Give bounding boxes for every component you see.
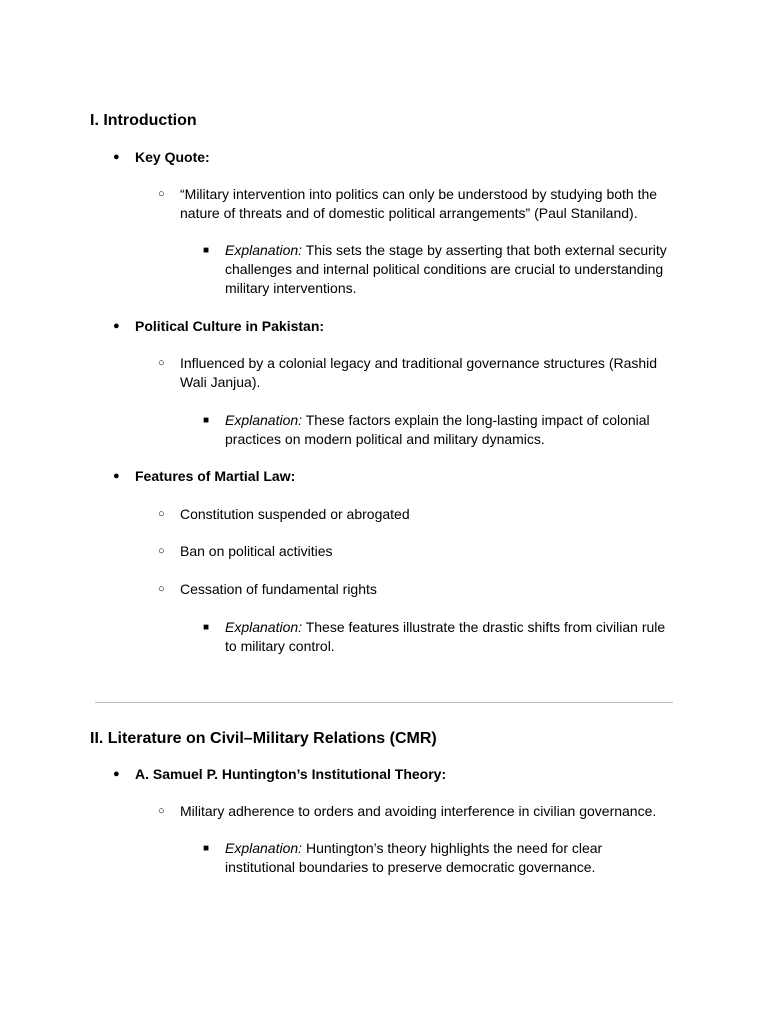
circle-bullet-icon: ○ — [158, 583, 165, 595]
horizontal-divider — [95, 702, 673, 703]
list-item-feature — [158, 542, 670, 561]
feature-text: Cessation of fundamental rights — [180, 581, 377, 597]
list-item-explanation — [203, 411, 675, 449]
point-text: Influenced by a colonial legacy and traditional governance structures (Rashid Wali Janjua). — [180, 355, 658, 390]
list-item-feature — [158, 580, 670, 599]
quote-text: “Military intervention into politics can only be understood by studying both the nature of threats and of domestic political arrangements” (Paul Staniland). — [180, 186, 658, 221]
square-bullet-icon: ■ — [203, 622, 210, 633]
list-item-explanation — [203, 241, 675, 298]
list-item-political-culture — [113, 317, 325, 336]
circle-bullet-icon: ○ — [158, 805, 165, 817]
bullet-icon: ● — [113, 470, 120, 482]
feature-text: Ban on political activities — [180, 543, 333, 559]
circle-bullet-icon: ○ — [158, 188, 165, 200]
section-heading-literature: II. Literature on Civil–Military Relations (CMR) — [90, 730, 437, 747]
list-item-quote — [158, 185, 670, 223]
list-item-colonial-legacy — [158, 354, 670, 392]
list-item-explanation — [203, 839, 675, 877]
bullet-icon: ● — [113, 768, 120, 780]
explanation-text: Huntington’s theory highlights the need for clear institutional boundaries to preserve democratic governance. — [225, 840, 603, 875]
square-bullet-icon: ■ — [203, 843, 210, 854]
section-heading-introduction: I. Introduction — [90, 112, 197, 129]
explanation-label: Explanation: — [225, 619, 303, 635]
list-item-feature — [158, 505, 670, 524]
square-bullet-icon: ■ — [203, 245, 210, 256]
explanation-text: These factors explain the long-lasting impact of colonial practices on modern political and military dynamics. — [225, 412, 650, 447]
point-text: Military adherence to orders and avoiding interference in civilian governance. — [180, 803, 657, 819]
item-label: A. Samuel P. Huntington’s Institutional Theory: — [135, 766, 447, 782]
explanation-text: This sets the stage by asserting that both external security challenges and internal political conditions are crucial to understanding military interventions. — [225, 242, 667, 296]
list-item-martial-law — [113, 467, 296, 486]
explanation-label: Explanation: — [225, 840, 303, 856]
list-item-military-adherence — [158, 802, 670, 821]
circle-bullet-icon: ○ — [158, 357, 165, 369]
item-label: Features of Martial Law: — [135, 468, 296, 484]
list-item-key-quote — [113, 148, 210, 167]
circle-bullet-icon: ○ — [158, 545, 165, 557]
circle-bullet-icon: ○ — [158, 508, 165, 520]
item-label: Key Quote: — [135, 149, 210, 165]
explanation-text: These features illustrate the drastic shifts from civilian rule to military control. — [225, 619, 666, 654]
square-bullet-icon: ■ — [203, 415, 210, 426]
explanation-label: Explanation: — [225, 242, 303, 258]
list-item-explanation — [203, 618, 675, 656]
bullet-icon: ● — [113, 320, 120, 332]
list-item-huntington — [113, 765, 447, 784]
explanation-label: Explanation: — [225, 412, 303, 428]
item-label: Political Culture in Pakistan: — [135, 318, 325, 334]
feature-text: Constitution suspended or abrogated — [180, 506, 410, 522]
bullet-icon: ● — [113, 151, 120, 163]
